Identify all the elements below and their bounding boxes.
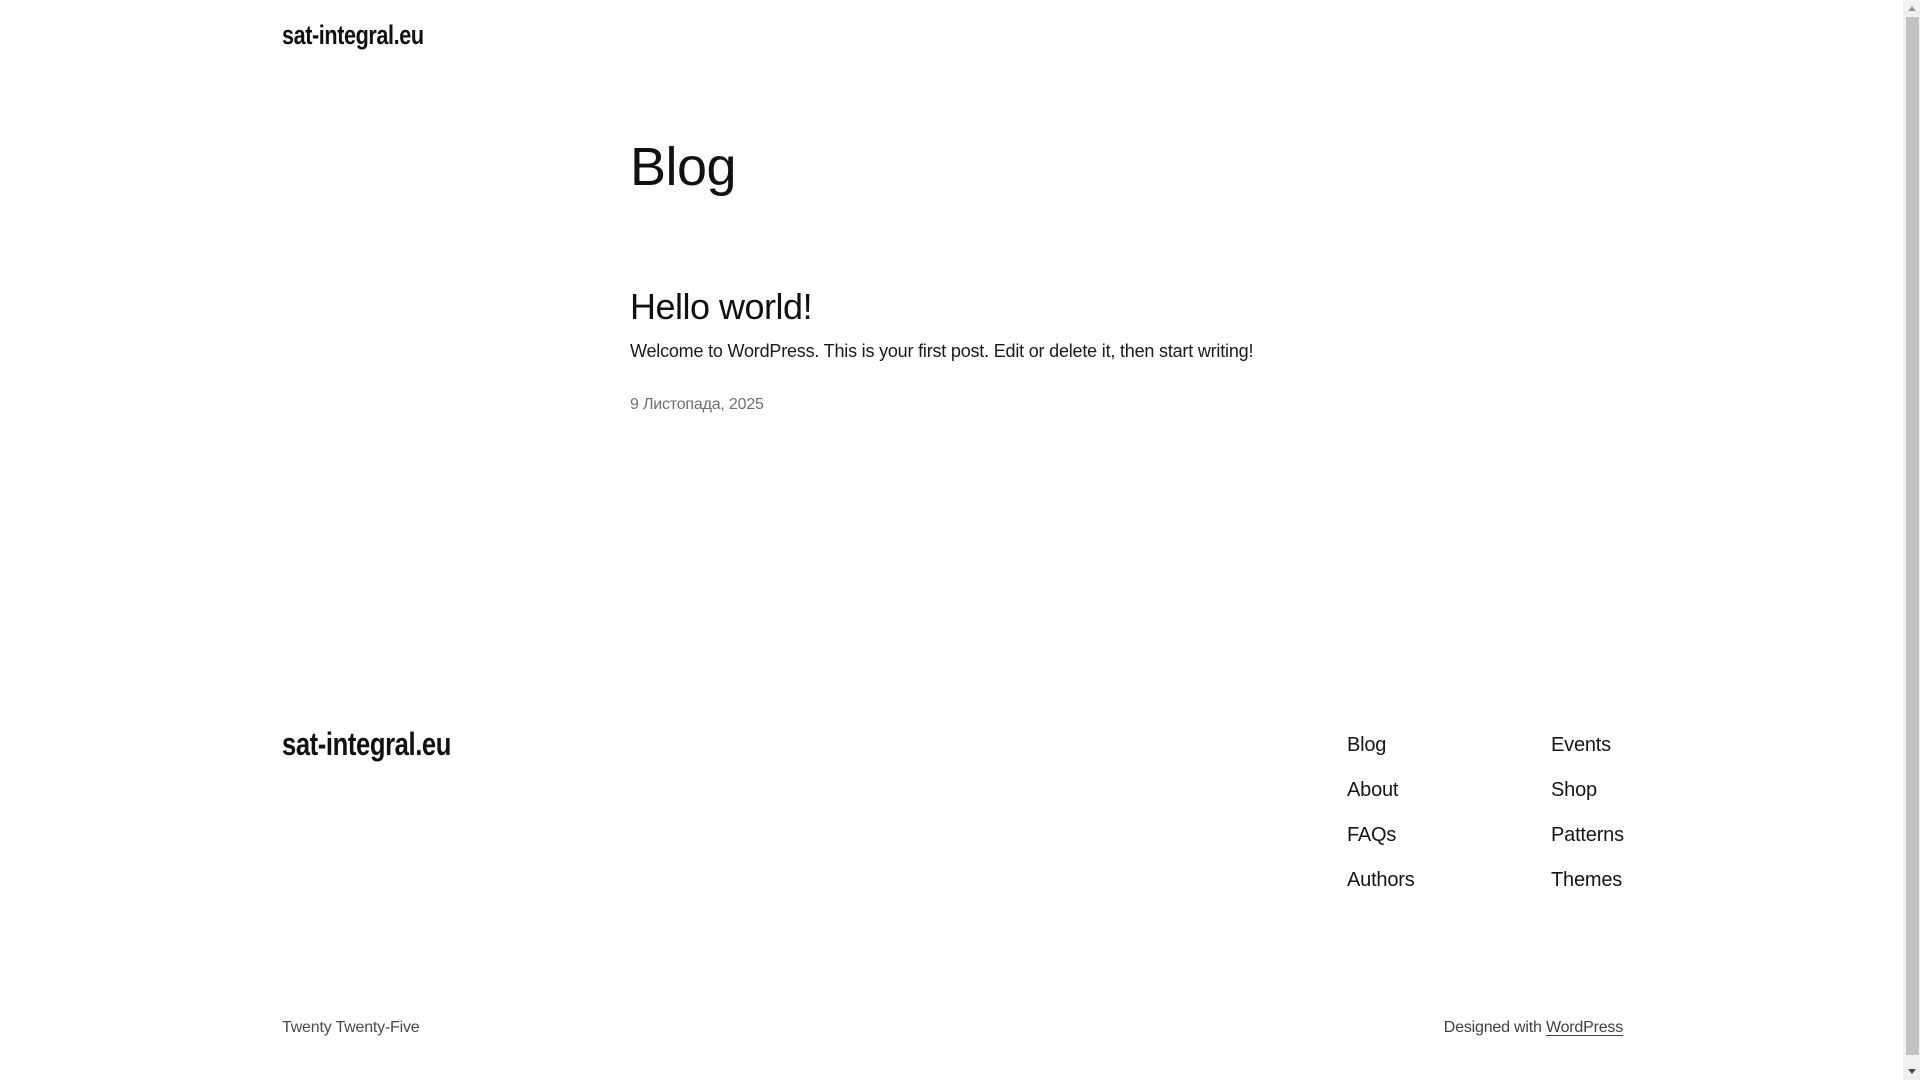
scrollbar[interactable] [1903,0,1920,1080]
footer-nav-item [1347,823,1551,847]
footer-nav-item [1347,733,1551,757]
footer-nav-item [1551,778,1624,802]
footer-link-themes[interactable]: Themes [1551,869,1623,891]
footer-nav-item [1551,733,1624,757]
footer-link-patterns[interactable]: Patterns [1551,824,1624,846]
scrollbar-thumb[interactable] [1906,17,1919,1055]
footer-link-blog[interactable]: Blog [1347,734,1387,756]
scrollbar-down-button[interactable] [1903,1063,1920,1080]
footer-link-events[interactable]: Events [1551,734,1611,756]
site-header [282,20,459,51]
designed-with-text: Designed with [1443,1019,1546,1036]
footer-link-authors[interactable]: Authors [1347,869,1415,891]
post-title-link[interactable]: Hello world! [630,286,813,327]
footer-link-shop[interactable]: Shop [1551,779,1597,801]
footer-nav-item [1347,868,1551,892]
footer-nav [1347,733,1624,913]
footer-link-faqs[interactable]: FAQs [1347,824,1397,846]
footer-nav-item [1551,868,1624,892]
footer-nav-item [1551,823,1624,847]
post-excerpt: Welcome to WordPress. This is your first post. Edit or delete it, then start writing! [630,341,1254,361]
scrollbar-up-button[interactable] [1903,0,1920,17]
post-item [630,286,1290,414]
site-title-link[interactable]: sat-integral.eu [282,20,424,50]
main-content [630,137,1290,414]
designed-with [1444,1019,1623,1037]
footer-nav-column-2 [1551,733,1624,913]
footer-nav-column-1 [1347,733,1551,913]
page-title: Blog [630,137,737,197]
post-date: 9 Листопада, 2025 [630,395,764,413]
theme-name-link[interactable]: Twenty Twenty-Five [282,1019,420,1036]
scrollbar-down-arrow-icon [1908,1069,1916,1074]
footer-link-about[interactable]: About [1347,779,1399,801]
scrollbar-up-arrow-icon [1908,6,1916,11]
footer-site-title-link[interactable]: sat-integral.eu [282,726,451,762]
wordpress-link[interactable]: WordPress [1545,1019,1623,1036]
footer-nav-item [1347,778,1551,802]
